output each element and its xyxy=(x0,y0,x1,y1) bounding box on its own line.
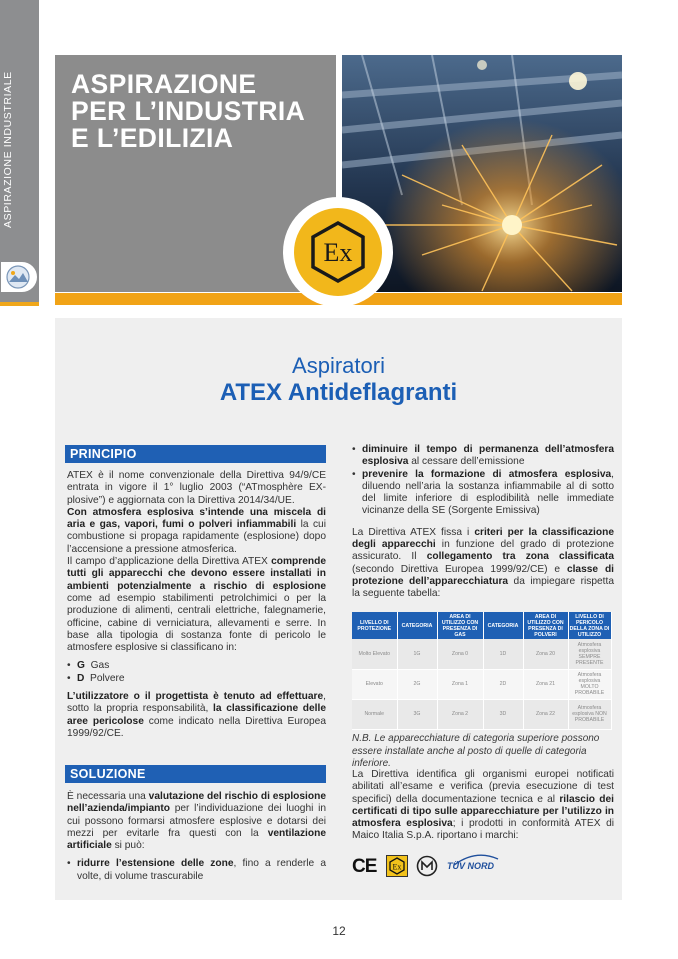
text: (secondo Direttiva Europea 1999/92/CE) e xyxy=(352,563,567,575)
table-cell: Zona 1 xyxy=(437,669,483,699)
atex-badge xyxy=(283,197,393,307)
bold-text: valutazione del rischio di esplosione nell’azienda/impianto xyxy=(67,791,326,815)
text: È necessaria una xyxy=(67,791,149,802)
column-header: LIVELLO DI PROTEZIONE xyxy=(352,612,397,639)
table-cell: 2D xyxy=(483,669,523,699)
text: Il campo d’applicazione della Direttiva ATEX xyxy=(67,556,272,568)
section-header-principio: PRINCIPIO xyxy=(65,445,326,463)
list-item: • diminuire il tempo di permanenza dell’atmosfera esplosiva al cessare dell’emissione xyxy=(352,444,614,468)
column-header: CATEGORIA xyxy=(483,612,523,639)
imq-mark-icon xyxy=(416,855,438,877)
tuv-nord-mark: TÜV NORD xyxy=(447,861,494,871)
page-subtitle: Aspiratori xyxy=(292,353,385,378)
table-row xyxy=(352,699,611,729)
column-header: AREA DI UTILIZZO CON PRESENZA DI GAS xyxy=(437,612,483,639)
bold-text: comprende tutti gli apparecchi che devono essere installati in ambienti potenzialmente a rischio di esplosione xyxy=(67,556,326,592)
paragraph xyxy=(352,527,614,601)
paragraph xyxy=(352,769,614,843)
text: per l’individuazione dei luoghi in cui possono formarsi atmosfere esplosive e dotarsi dei mezzi per evitarle fra questi con la xyxy=(67,803,326,839)
table-cell: Atmosfera esplosiva MOLTO PROBABILE xyxy=(568,669,611,699)
table-cell: Atmosfera esplosiva SEMPRE PRESENTE xyxy=(568,639,611,669)
text: in funzione del grado di protezione assicurato. Il xyxy=(352,539,614,563)
certification-text xyxy=(352,769,614,843)
list-item: • G Gas xyxy=(67,660,110,672)
table-cell: Zona 20 xyxy=(523,639,568,669)
column-header: LIVELLO DI PERICOLO DELLA ZONA DI UTILIZZO xyxy=(569,613,610,638)
bold-text: prevenire la formazione di atmosfera esplosiva xyxy=(362,468,612,480)
table-cell: Molto Elevato xyxy=(352,639,397,669)
sidebar-logo xyxy=(1,262,37,292)
right-column-text xyxy=(352,444,614,601)
bold-text: G xyxy=(77,660,85,672)
tuv-arc-icon xyxy=(452,853,500,867)
ex-badge-text: Ex xyxy=(323,238,353,267)
bold-text: collegamento tra zona classificata xyxy=(426,551,614,563)
text: , fino a renderle a volte, di volume trascurabile xyxy=(77,858,326,882)
ex-mark-text: Ex xyxy=(392,862,402,872)
paragraph xyxy=(67,507,326,556)
table-cell: 1D xyxy=(483,639,523,669)
ce-mark-icon: CE xyxy=(352,856,377,877)
table-cell: 3D xyxy=(483,699,523,729)
hero-title-line: E L’EDILIZIA xyxy=(71,123,234,153)
text: come indicato nella Direttiva Europea 1999/92/CE. xyxy=(67,715,326,739)
soluzione-text xyxy=(67,791,326,883)
table-cell: Zona 0 xyxy=(437,639,483,669)
sidebar-label: ASPIRAZIONE INDUSTRIALE xyxy=(2,71,14,228)
table-cell: Zona 22 xyxy=(523,699,568,729)
table-header-row xyxy=(352,612,611,639)
table-row xyxy=(352,639,611,669)
section-header-soluzione: SOLUZIONE xyxy=(65,765,326,783)
bold-text: ventilazione artificiale xyxy=(67,827,326,852)
table-cell: 3G xyxy=(397,699,437,729)
sidebar-accent-stripe xyxy=(0,302,39,306)
table-cell: Normale xyxy=(352,699,397,729)
fan-logo-icon xyxy=(3,264,33,290)
table-cell: 2G xyxy=(397,669,437,699)
ex-hexagon-icon xyxy=(283,197,393,307)
text: come ad esempio stabilimenti petrolchimici o per la produzione di alimenti, centrali elettriche, falegnamerie, officine, cabine di verniciatura, allevamenti e serre. In base alla tipologia di sostanza fonte di pericolo le atmosfere esplosive si classificano in: xyxy=(67,592,326,654)
table-cell: Zona 2 xyxy=(437,699,483,729)
ex-mark-icon xyxy=(386,855,408,877)
paragraph xyxy=(67,791,326,852)
text: la cui combustione si propaga rapidamente (esplosione) dopo l’accensione a pressione atmosferica. xyxy=(67,519,326,555)
bold-text: classe di protezione dell’apparecchiatura xyxy=(352,563,615,587)
column-header: AREA DI UTILIZZO CON PRESENZA DI POLVERI xyxy=(523,612,568,639)
text: La Direttiva identifica gli organismi europei notificati abilitati all’esame e verifica (previa esecuzione di test specifici) della documentazione tecnica e al xyxy=(352,769,614,805)
page-title: ATEX Antideflagranti xyxy=(219,379,458,406)
hero-title-line: ASPIRAZIONE xyxy=(71,69,257,99)
hero-title xyxy=(71,71,331,152)
table-row xyxy=(352,669,611,699)
list-item: • ridurre l’estensione delle zone, fino a renderle a volte, di volume trascurabile xyxy=(67,858,326,882)
table-cell: 1G xyxy=(397,639,437,669)
text: ; i prodotti in conformità ATEX di Maico Italia S.p.A. riportano i marchi: xyxy=(352,818,614,842)
hero-title-line: PER L’INDUSTRIA xyxy=(71,96,306,126)
text: al cessare dell’emissione xyxy=(408,456,525,468)
bold-text: Con atmosfera esplosiva s’intende una miscela di aria e gas, vapori, fumi o polveri infiammabili xyxy=(67,506,326,531)
bold-text: rilascio dei certificati di tipo sulle apparecchiature per l’utilizzo in atmosfera esplosiva xyxy=(352,793,614,830)
paragraph xyxy=(67,556,326,654)
paragraph: ATEX è il nome convenzionale della Direttiva 94/9/CE entrata in vigore il 1° luglio 2003 (“ATmosphère EX-plosive”) e aggiornata con la Direttiva 2014/34/UE. xyxy=(67,470,326,506)
bold-text: la classificazione delle aree pericolose xyxy=(67,703,326,727)
bold-text: diminuire il tempo di permanenza dell’atmosfera esplosiva xyxy=(362,444,614,468)
text: si può: xyxy=(111,840,145,852)
table-cell: Zona 21 xyxy=(523,669,568,699)
list-item: • D Polvere xyxy=(67,672,125,684)
text: , sotto la propria responsabilità, xyxy=(67,691,326,715)
page-number: 12 xyxy=(332,924,346,938)
principio-text xyxy=(67,470,326,740)
text: , diluendo nell’aria la sostanza infiammabile al di sotto del limite inferiore di esplodibilità nelle immediate vicinanze della SE (Sorgente Emissiva) xyxy=(362,468,614,517)
list-item: • prevenire la formazione di atmosfera esplosiva, diluendo nell’aria la sostanza infiammabile al di sotto del limite inferiore di esplodibilità nelle immediate vicinanze della SE (Sorgente Emissiva) xyxy=(352,468,614,517)
bold-text: ridurre l’estensione delle zone xyxy=(77,858,234,870)
table-cell: Atmosfera esplosiva NON PROBABILE xyxy=(568,699,611,729)
bold-text: criteri per la classificazione degli apparecchi xyxy=(352,526,614,551)
table-note: N.B. Le apparecchiature di categoria superiore possono essere installate anche al posto di quelle di categoria inferiore. xyxy=(352,733,600,769)
text: da impiegare rispetta la seguente tabella: xyxy=(352,575,615,600)
text: La Direttiva ATEX fissa i xyxy=(352,526,475,538)
paragraph xyxy=(67,691,326,740)
text: Gas xyxy=(90,660,110,672)
text: Polvere xyxy=(90,672,125,684)
bold-text: D xyxy=(77,672,85,684)
bold-text: L’utilizzatore o il progettista è tenuto ad effettuare xyxy=(67,691,324,703)
certification-marks xyxy=(352,853,512,881)
table-cell: Elevato xyxy=(352,669,397,699)
column-header: CATEGORIA xyxy=(397,612,437,639)
atex-classification-table xyxy=(352,612,612,730)
